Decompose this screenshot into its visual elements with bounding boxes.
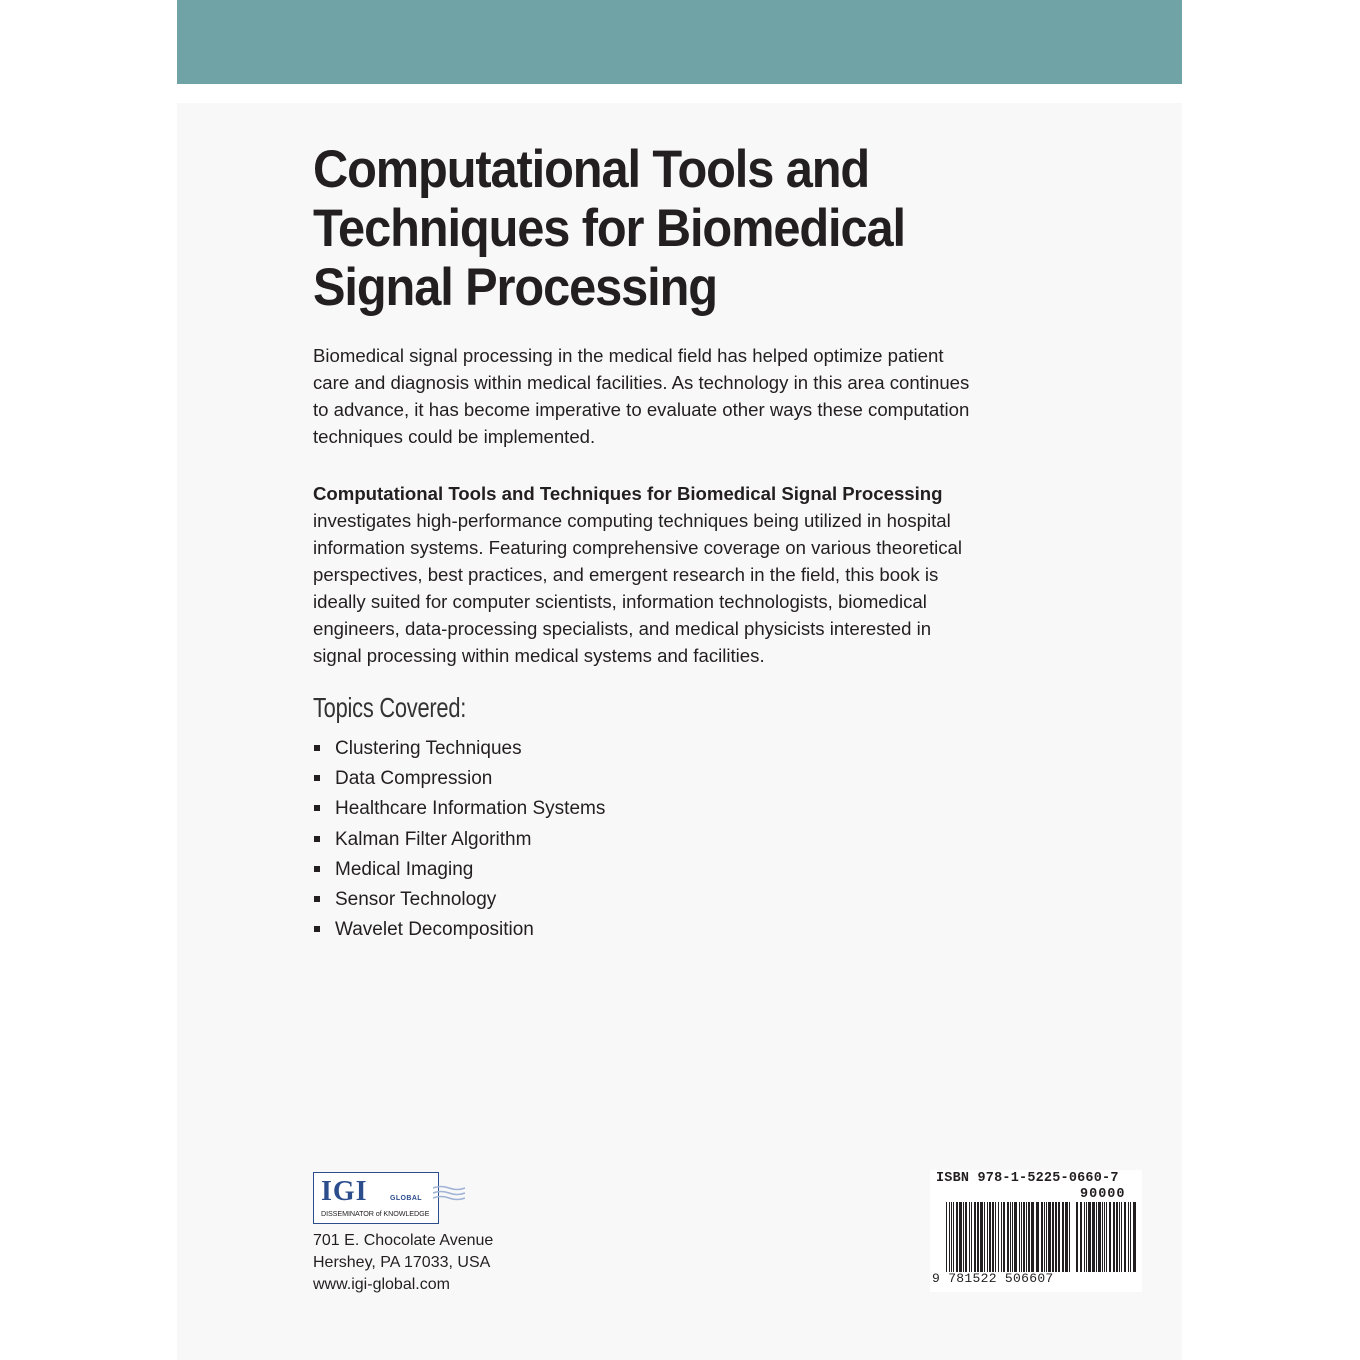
barcode-bar — [1012, 1202, 1013, 1272]
isbn-barcode — [930, 1170, 1142, 1292]
top-color-band — [177, 0, 1182, 84]
barcode-bar — [1092, 1202, 1095, 1272]
barcode-bar — [1069, 1202, 1070, 1272]
text-line: investigates high-performance computing techniques being utilized in hospital — [313, 510, 951, 531]
barcode-bar — [1001, 1202, 1002, 1272]
barcode-bar — [1133, 1202, 1136, 1272]
barcode-bar — [1028, 1202, 1030, 1272]
barcode-bar — [1055, 1202, 1057, 1272]
title-line: Techniques for Biomedical — [313, 199, 905, 258]
barcode-bar — [1036, 1202, 1039, 1272]
barcode-bar — [1109, 1202, 1111, 1272]
barcode-bar — [1130, 1202, 1131, 1272]
barcode-bar — [949, 1202, 950, 1272]
barcode-bar — [965, 1202, 967, 1272]
topic-item: Data Compression — [313, 765, 605, 795]
barcode-bar — [995, 1202, 996, 1272]
barcode-bar — [1019, 1202, 1020, 1272]
barcode-bar — [1014, 1202, 1017, 1272]
barcode-bar — [984, 1202, 985, 1272]
barcode-bar — [987, 1202, 988, 1272]
barcode-bar — [946, 1202, 947, 1272]
barcode-bar — [956, 1202, 958, 1272]
title-line: Signal Processing — [313, 258, 717, 317]
wave-lines-icon — [433, 1184, 465, 1204]
description-paragraph-1 — [313, 342, 1053, 450]
barcode-bar — [953, 1202, 954, 1272]
logo-frame — [313, 1172, 439, 1224]
barcode-bar — [1031, 1202, 1034, 1272]
barcode-bar — [959, 1202, 962, 1272]
text-line: ideally suited for computer scientists, information technologists, biomedical — [313, 591, 927, 612]
book-title-inline: Computational Tools and Techniques for Biomedical Signal Processing — [313, 483, 943, 504]
address-line: 701 E. Chocolate Avenue — [313, 1232, 494, 1249]
topic-item: Kalman Filter Algorithm — [313, 826, 605, 856]
barcode-bar — [1084, 1202, 1085, 1272]
barcode-bar — [1065, 1202, 1068, 1272]
topic-item: Sensor Technology — [313, 886, 605, 916]
barcode-bar — [1121, 1202, 1122, 1272]
barcode-bar — [989, 1202, 991, 1272]
barcode-bar — [951, 1202, 952, 1272]
barcode-bar — [1080, 1202, 1082, 1272]
text-line: information systems. Featuring comprehensive coverage on various theoretical — [313, 537, 963, 558]
barcode-bar — [1098, 1202, 1101, 1272]
topic-item: Healthcare Information Systems — [313, 795, 605, 825]
barcode-bar — [1113, 1202, 1115, 1272]
barcode-bar — [1124, 1202, 1126, 1272]
topic-item: Wavelet Decomposition — [313, 916, 605, 946]
barcode-bar — [1010, 1202, 1011, 1272]
barcode-bar — [1102, 1202, 1103, 1272]
title-line: Computational Tools and — [313, 140, 870, 199]
barcode-bar — [1086, 1202, 1087, 1272]
text-line: to advance, it has become imperative to evaluate other ways these computation — [313, 399, 970, 420]
barcode-bar — [980, 1202, 983, 1272]
barcode-bar — [1021, 1202, 1022, 1272]
barcode-bar — [1116, 1202, 1118, 1272]
text-line: signal processing within medical systems and facilities. — [313, 645, 765, 666]
isbn-text: ISBN 978-1-5225-0660-7 — [936, 1171, 1119, 1186]
barcode-bar — [1046, 1202, 1047, 1272]
barcode-bar — [1062, 1202, 1064, 1272]
barcode-bar — [992, 1202, 994, 1272]
price-code: 90000 — [1080, 1187, 1126, 1202]
publisher-logo — [313, 1172, 463, 1224]
topic-item: Medical Imaging — [313, 856, 605, 886]
barcode-bars — [946, 1202, 1072, 1274]
logo-wordmark: IGI — [321, 1176, 368, 1207]
barcode-addon-bars — [1076, 1202, 1138, 1274]
barcode-bar — [977, 1202, 979, 1272]
barcode-bar — [1003, 1202, 1005, 1272]
logo-tagline: DISSEMINATOR of KNOWLEDGE — [321, 1209, 430, 1218]
logo-global: GLOBAL — [390, 1195, 422, 1202]
barcode-bar — [1044, 1202, 1045, 1272]
barcode-digits: 9 781522 506607 — [932, 1271, 1054, 1286]
topics-list — [313, 735, 605, 946]
barcode-bar — [1106, 1202, 1107, 1272]
barcode-bar — [1052, 1202, 1054, 1272]
text-line: care and diagnosis within medical facilities. As technology in this area continues — [313, 372, 970, 393]
barcode-bar — [1058, 1202, 1060, 1272]
text-line: Biomedical signal processing in the medical field has helped optimize patient — [313, 345, 944, 366]
topics-heading: Topics Covered: — [313, 692, 467, 723]
barcode-bar — [1104, 1202, 1105, 1272]
topic-item: Clustering Techniques — [313, 735, 605, 765]
barcode-bar — [1007, 1202, 1009, 1272]
barcode-bar — [963, 1202, 964, 1272]
barcode-bar — [998, 1202, 999, 1272]
barcode-bar — [971, 1202, 972, 1272]
publisher-address — [313, 1230, 493, 1296]
barcode-bar — [974, 1202, 976, 1272]
description-paragraph-2 — [313, 480, 1053, 669]
text-line: engineers, data-processing specialists, and medical physicists interested in — [313, 618, 932, 639]
publisher-url: www.igi-global.com — [313, 1276, 450, 1293]
text-line: perspectives, best practices, and emergent research in the field, this book is — [313, 564, 939, 585]
barcode-bar — [969, 1202, 970, 1272]
barcode-bar — [1088, 1202, 1091, 1272]
barcode-bar — [1023, 1202, 1025, 1272]
barcode-bar — [1119, 1202, 1120, 1272]
address-line: Hershey, PA 17033, USA — [313, 1254, 491, 1271]
barcode-bar — [1048, 1202, 1051, 1272]
barcode-bar — [1026, 1202, 1027, 1272]
barcode-bar — [1076, 1202, 1078, 1272]
text-line: techniques could be implemented. — [313, 426, 596, 447]
book-title — [313, 140, 1049, 317]
barcode-bar — [1096, 1202, 1097, 1272]
barcode-bar — [1041, 1202, 1043, 1272]
barcode-bar — [1128, 1202, 1129, 1272]
